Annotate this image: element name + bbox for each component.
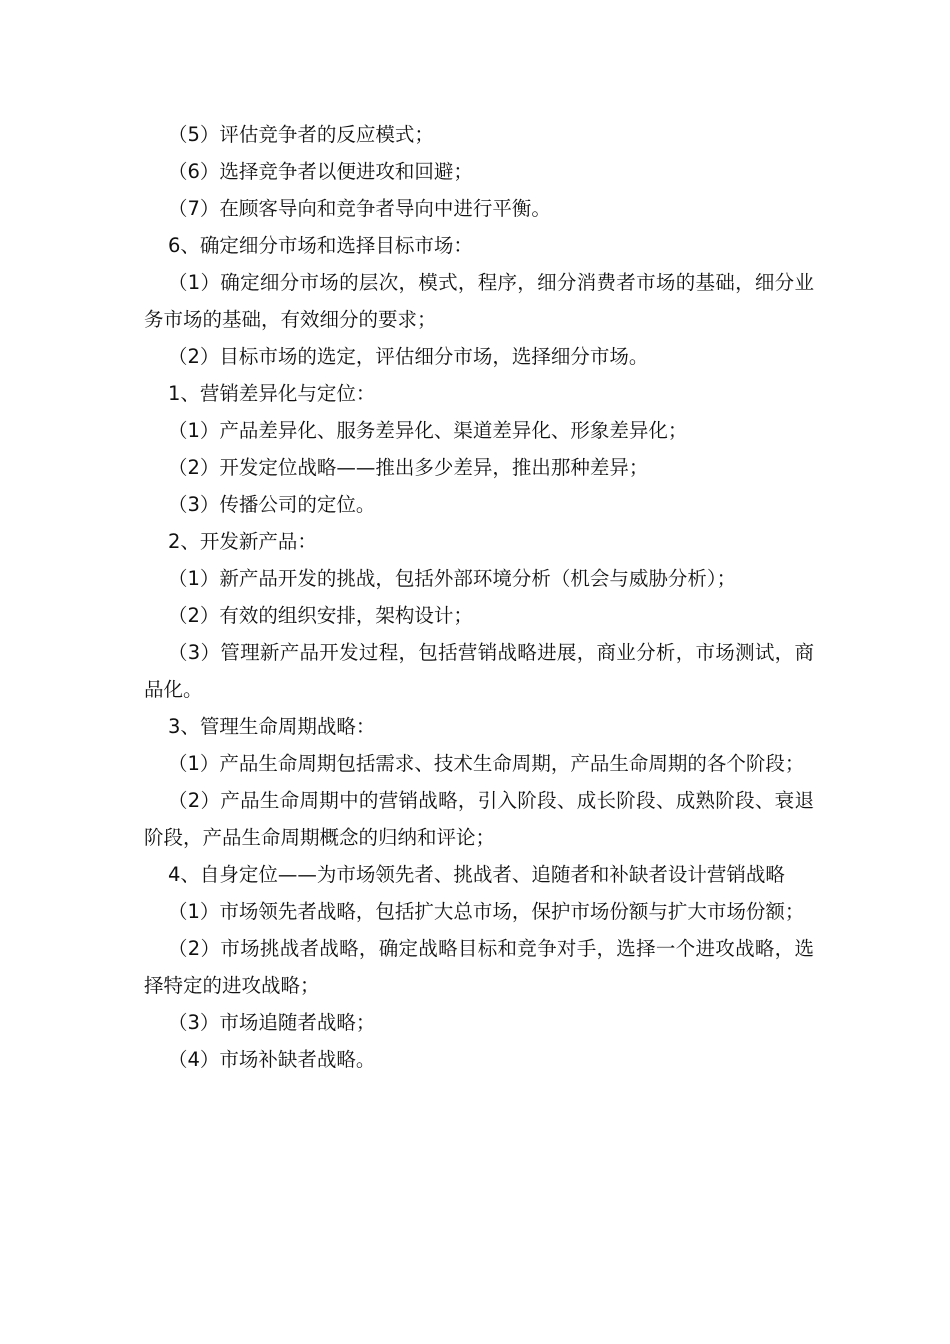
- paragraph: （2）目标市场的选定，评估细分市场，选择细分市场。: [168, 345, 649, 368]
- paragraph: （3）市场追随者战略；: [168, 1011, 376, 1034]
- paragraph: （2）市场挑战者战略，确定战略目标和竞争对手，选择一个进攻战略，选择特定的进攻战略；: [144, 937, 814, 997]
- paragraph: （1）确定细分市场的层次，模式，程序，细分消费者市场的基础，细分业务市场的基础，有效细分的要求；: [144, 271, 814, 331]
- paragraph: （3）传播公司的定位。: [168, 493, 376, 516]
- paragraph: （1）市场领先者战略，包括扩大总市场，保护市场份额与扩大市场份额；: [168, 900, 805, 923]
- paragraph: （1）产品生命周期包括需求、技术生命周期，产品生命周期的各个阶段；: [168, 752, 805, 775]
- paragraph: （4）市场补缺者战略。: [168, 1048, 376, 1071]
- document-body: [144, 116, 814, 1078]
- paragraph: （6）选择竞争者以便进攻和回避；: [168, 160, 473, 183]
- paragraph: （2）产品生命周期中的营销战略，引入阶段、成长阶段、成熟阶段、衰退阶段，产品生命周期概念的归纳和评论；: [144, 789, 814, 849]
- paragraph: （5）评估竞争者的反应模式；: [168, 123, 434, 146]
- paragraph: （3）管理新产品开发过程，包括营销战略进展，商业分析，市场测试，商品化。: [144, 641, 814, 701]
- paragraph: （2）有效的组织安排，架构设计；: [168, 604, 473, 627]
- section-heading: 6、确定细分市场和选择目标市场：: [168, 234, 473, 257]
- paragraph: （2）开发定位战略——推出多少差异，推出那种差异；: [168, 456, 649, 479]
- section-heading: 4、自身定位——为市场领先者、挑战者、追随者和补缺者设计营销战略: [168, 863, 785, 886]
- section-heading: 2、开发新产品：: [168, 530, 317, 553]
- paragraph: （1）新产品开发的挑战，包括外部环境分析（机会与威胁分析）；: [168, 567, 737, 590]
- paragraph: （1）产品差异化、服务差异化、渠道差异化、形象差异化；: [168, 419, 688, 442]
- section-heading: 3、管理生命周期战略：: [168, 715, 376, 738]
- paragraph: （7）在顾客导向和竞争者导向中进行平衡。: [168, 197, 551, 220]
- section-heading: 1、营销差异化与定位：: [168, 382, 376, 405]
